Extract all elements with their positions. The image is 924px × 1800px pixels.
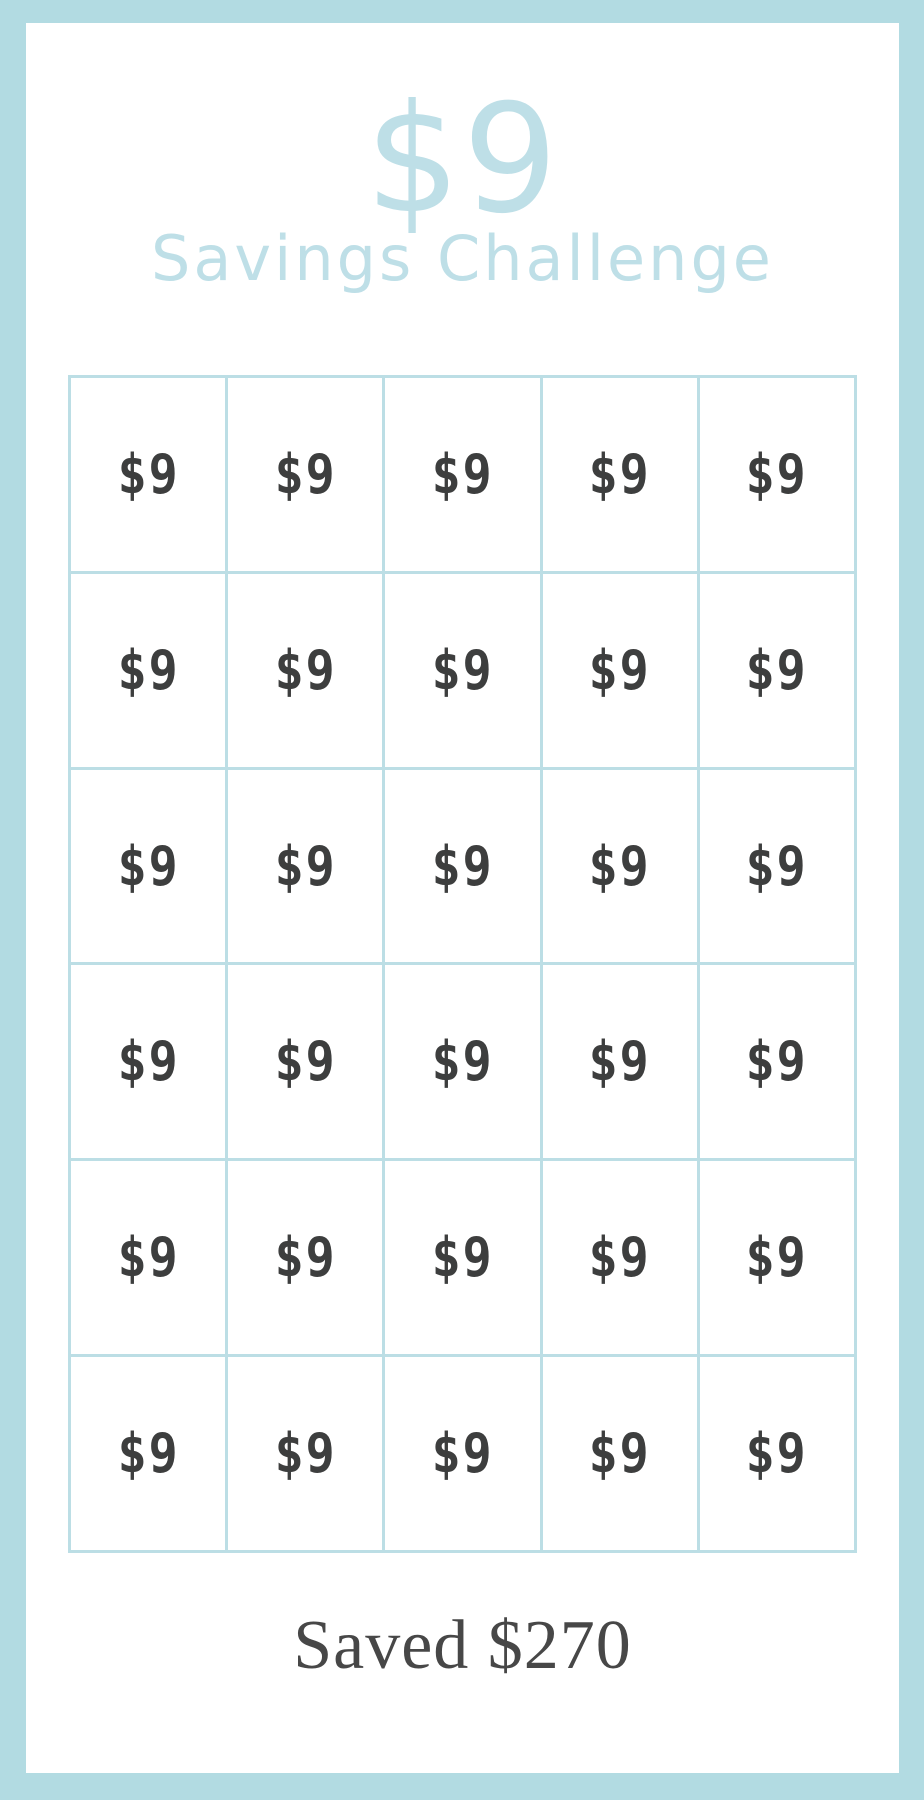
savings-grid xyxy=(68,375,857,1553)
grid-cell xyxy=(228,1357,382,1550)
grid-cell xyxy=(700,965,854,1158)
grid-cell xyxy=(700,574,854,767)
grid-cell xyxy=(228,378,382,571)
grid-cell xyxy=(228,770,382,963)
cell-amount: $9 xyxy=(588,1030,651,1094)
grid-cell xyxy=(71,574,225,767)
cell-amount: $9 xyxy=(274,442,337,506)
cell-amount: $9 xyxy=(745,638,808,702)
page-subtitle: Savings Challenge xyxy=(151,222,774,295)
grid-cell xyxy=(700,770,854,963)
grid-cell xyxy=(700,378,854,571)
cell-amount: $9 xyxy=(588,442,651,506)
grid-cell xyxy=(543,378,697,571)
grid-cell xyxy=(71,1357,225,1550)
cell-amount: $9 xyxy=(588,638,651,702)
grid-cell xyxy=(543,965,697,1158)
grid-cell xyxy=(543,1161,697,1354)
cell-amount: $9 xyxy=(274,1422,337,1486)
page-title: $9 xyxy=(365,73,560,247)
grid-cell xyxy=(385,378,539,571)
grid-cell xyxy=(228,1161,382,1354)
cell-amount: $9 xyxy=(431,1030,494,1094)
cell-amount: $9 xyxy=(274,638,337,702)
grid-cell xyxy=(543,574,697,767)
cell-amount: $9 xyxy=(117,834,180,898)
cell-amount: $9 xyxy=(117,1030,180,1094)
cell-amount: $9 xyxy=(745,1030,808,1094)
page-content xyxy=(26,23,899,1773)
cell-amount: $9 xyxy=(745,1422,808,1486)
grid-cell xyxy=(228,574,382,767)
grid-cell xyxy=(385,770,539,963)
grid-cell xyxy=(543,1357,697,1550)
cell-amount: $9 xyxy=(588,1226,651,1290)
grid-cell xyxy=(385,1161,539,1354)
cell-amount: $9 xyxy=(745,1226,808,1290)
grid-cell xyxy=(385,574,539,767)
grid-cell xyxy=(71,770,225,963)
cell-amount: $9 xyxy=(588,1422,651,1486)
grid-cell xyxy=(700,1161,854,1354)
cell-amount: $9 xyxy=(117,638,180,702)
cell-amount: $9 xyxy=(117,442,180,506)
grid-cell xyxy=(700,1357,854,1550)
cell-amount: $9 xyxy=(274,1030,337,1094)
grid-cell xyxy=(228,965,382,1158)
cell-amount: $9 xyxy=(588,834,651,898)
grid-cell xyxy=(385,965,539,1158)
cell-amount: $9 xyxy=(274,1226,337,1290)
saved-total: Saved $270 xyxy=(293,1607,632,1684)
cell-amount: $9 xyxy=(117,1422,180,1486)
cell-amount: $9 xyxy=(431,442,494,506)
grid-cell xyxy=(71,965,225,1158)
cell-amount: $9 xyxy=(431,1422,494,1486)
cell-amount: $9 xyxy=(274,834,337,898)
grid-cell xyxy=(71,1161,225,1354)
cell-amount: $9 xyxy=(431,834,494,898)
grid-cell xyxy=(543,770,697,963)
cell-amount: $9 xyxy=(117,1226,180,1290)
cell-amount: $9 xyxy=(431,638,494,702)
cell-amount: $9 xyxy=(745,834,808,898)
cell-amount: $9 xyxy=(745,442,808,506)
grid-cell xyxy=(385,1357,539,1550)
cell-amount: $9 xyxy=(431,1226,494,1290)
grid-cell xyxy=(71,378,225,571)
